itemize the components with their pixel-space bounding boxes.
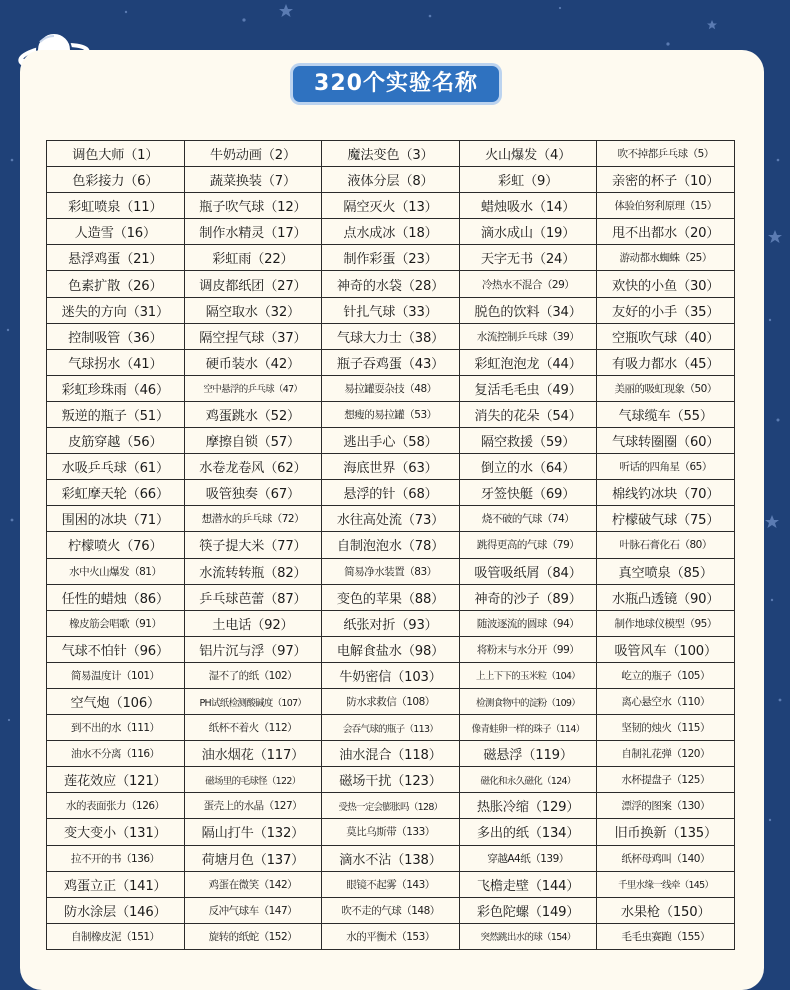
experiment-cell: 消失的花朵（54）: [459, 401, 597, 427]
experiment-cell: 围困的冰块（71）: [47, 506, 185, 532]
experiment-cell: 变色的苹果（88）: [322, 584, 460, 610]
experiment-cell: 叶脉石膏化石（80）: [597, 532, 735, 558]
experiment-cell: 硬币装水（42）: [184, 349, 322, 375]
experiment-cell: 彩虹喷泉（11）: [47, 193, 185, 219]
experiment-cell: 突然跳出水的球（154）: [459, 923, 597, 949]
experiment-cell: 想瘦的易拉罐（53）: [322, 401, 460, 427]
experiment-cell: 油水烟花（117）: [184, 741, 322, 767]
table-row: [47, 636, 735, 662]
experiment-cell: 飞檐走壁（144）: [459, 871, 597, 897]
experiment-cell: 针扎气球（33）: [322, 297, 460, 323]
experiment-cell: 随波逐流的圆球（94）: [459, 610, 597, 636]
experiment-cell: 防水涂层（146）: [47, 897, 185, 923]
experiment-cell: 水中火山爆发（81）: [47, 558, 185, 584]
experiment-cell: 海底世界（63）: [322, 454, 460, 480]
experiment-cell: 土电话（92）: [184, 610, 322, 636]
experiment-cell: 自制泡泡水（78）: [322, 532, 460, 558]
experiment-cell: 吸管吸纸屑（84）: [459, 558, 597, 584]
experiment-cell: 筷子提大米（77）: [184, 532, 322, 558]
experiment-cell: 磁场里的毛球怪（122）: [184, 767, 322, 793]
table-row: [47, 819, 735, 845]
experiment-cell: 自制礼花弹（120）: [597, 741, 735, 767]
experiment-cell: 千里水缘一线牵（145）: [597, 871, 735, 897]
experiment-cell: 制作彩蛋（23）: [322, 245, 460, 271]
table-row: [47, 167, 735, 193]
experiment-cell: 想潜水的乒乓球（72）: [184, 506, 322, 532]
experiment-cell: 彩虹珍珠雨（46）: [47, 375, 185, 401]
table-row: [47, 688, 735, 714]
table-row: [47, 506, 735, 532]
experiment-cell: 到不出的水（111）: [47, 715, 185, 741]
experiment-cell: 制作地球仪模型（95）: [597, 610, 735, 636]
page-title: 320个实验名称: [293, 66, 499, 102]
experiment-cell: 空瓶吹气球（40）: [597, 323, 735, 349]
experiment-cell: 牙签快艇（69）: [459, 480, 597, 506]
experiment-cell: 磁悬浮（119）: [459, 741, 597, 767]
experiment-cell: 旋转的纸蛇（152）: [184, 923, 322, 949]
experiment-cell: 易拉罐耍杂技（48）: [322, 375, 460, 401]
experiment-cell: 鸡蛋立正（141）: [47, 871, 185, 897]
experiment-cell: 橡皮筋会唱歌（91）: [47, 610, 185, 636]
experiment-cell: 水往高处流（73）: [322, 506, 460, 532]
table-row: [47, 375, 735, 401]
experiment-cell: 乒乓球芭蕾（87）: [184, 584, 322, 610]
table-row: [47, 297, 735, 323]
experiment-cell: 拉不开的书（136）: [47, 845, 185, 871]
experiment-cell: 检测食物中的淀粉（109）: [459, 688, 597, 714]
table-row: [47, 897, 735, 923]
experiment-cell: 旧币换新（135）: [597, 819, 735, 845]
table-row: [47, 401, 735, 427]
experiment-cell: 甩不出都水（20）: [597, 219, 735, 245]
experiment-cell: 简易净水装置（83）: [322, 558, 460, 584]
experiment-cell: 空气炮（106）: [47, 688, 185, 714]
table-row: [47, 584, 735, 610]
experiment-cell: 液体分层（8）: [322, 167, 460, 193]
experiment-cell: 体验伯努利原理（15）: [597, 193, 735, 219]
experiment-cell: 点水成冰（18）: [322, 219, 460, 245]
experiment-cell: 瓶子吹气球（12）: [184, 193, 322, 219]
experiment-cell: 水的表面张力（126）: [47, 793, 185, 819]
experiment-cell: 制作水精灵（17）: [184, 219, 322, 245]
experiment-cell: 鸡蛋跳水（52）: [184, 401, 322, 427]
experiment-cell: 将粉末与水分开（99）: [459, 636, 597, 662]
experiment-cell: 水瓶凸透镜（90）: [597, 584, 735, 610]
experiment-cell: 漂浮的图案（130）: [597, 793, 735, 819]
experiment-cell: 多出的纸（134）: [459, 819, 597, 845]
experiment-cell: 会吞气球的瓶子（113）: [322, 715, 460, 741]
table-row: [47, 610, 735, 636]
experiment-cell: 纸杯母鸡叫（140）: [597, 845, 735, 871]
experiment-cell: 滴水不沾（138）: [322, 845, 460, 871]
star-icon: [765, 515, 779, 528]
experiment-cell: 毛毛虫赛跑（155）: [597, 923, 735, 949]
experiment-cell: 气球缆车（55）: [597, 401, 735, 427]
experiment-cell: 蔬菜换装（7）: [184, 167, 322, 193]
experiment-cell: 水吸乒乓球（61）: [47, 454, 185, 480]
experiment-cell: 反冲气球车（147）: [184, 897, 322, 923]
table-row: [47, 245, 735, 271]
table-row: [47, 532, 735, 558]
star-icon: [279, 4, 293, 17]
experiment-cell: 屹立的瓶子（105）: [597, 662, 735, 688]
experiment-cell: 水的平衡术（153）: [322, 923, 460, 949]
experiment-cell: 坚韧的烛火（115）: [597, 715, 735, 741]
experiment-cell: 烧不破的气球（74）: [459, 506, 597, 532]
experiment-cell: 色素扩散（26）: [47, 271, 185, 297]
experiment-cell: 油水不分离（116）: [47, 741, 185, 767]
experiment-cell: 控制吸管（36）: [47, 323, 185, 349]
experiment-cell: 吹不掉都乒乓球（5）: [597, 141, 735, 167]
experiment-cell: 气球不怕针（96）: [47, 636, 185, 662]
experiment-cell: 彩虹雨（22）: [184, 245, 322, 271]
experiment-cell: 跳得更高的气球（79）: [459, 532, 597, 558]
experiment-cell: 鸡蛋在微笑（142）: [184, 871, 322, 897]
table-row: [47, 480, 735, 506]
experiment-cell: 受热一定会膨胀吗（128）: [322, 793, 460, 819]
experiment-cell: 隔空取水（32）: [184, 297, 322, 323]
experiment-cell: 自制橡皮泥（151）: [47, 923, 185, 949]
experiment-cell: 磁化和永久磁化（124）: [459, 767, 597, 793]
experiment-table: [46, 140, 735, 950]
table-row: [47, 271, 735, 297]
table-row: [47, 323, 735, 349]
experiment-cell: 叛逆的瓶子（51）: [47, 401, 185, 427]
experiment-cell: 空中悬浮的乒乓球（47）: [184, 375, 322, 401]
experiment-cell: 倒立的水（64）: [459, 454, 597, 480]
experiment-cell: 逃出手心（58）: [322, 428, 460, 454]
experiment-cell: 柠檬破气球（75）: [597, 506, 735, 532]
table-row: [47, 454, 735, 480]
experiment-cell: 牛奶密信（103）: [322, 662, 460, 688]
experiment-cell: 彩虹摩天轮（66）: [47, 480, 185, 506]
experiment-cell: 上上下下的玉米粒（104）: [459, 662, 597, 688]
experiment-cell: 亲密的杯子（10）: [597, 167, 735, 193]
experiment-cell: 魔法变色（3）: [322, 141, 460, 167]
experiment-cell: 离心悬空水（110）: [597, 688, 735, 714]
experiment-cell: 皮筋穿越（56）: [47, 428, 185, 454]
experiment-cell: 美丽的吸虹现象（50）: [597, 375, 735, 401]
table-row: [47, 349, 735, 375]
experiment-cell: 隔空捏气球（37）: [184, 323, 322, 349]
experiment-cell: 彩色陀螺（149）: [459, 897, 597, 923]
experiment-cell: 牛奶动画（2）: [184, 141, 322, 167]
experiment-cell: 穿越A4纸（139）: [459, 845, 597, 871]
table-row: [47, 741, 735, 767]
experiment-cell: 调皮都纸团（27）: [184, 271, 322, 297]
experiment-cell: 荷塘月色（137）: [184, 845, 322, 871]
experiment-cell: 有吸力都水（45）: [597, 349, 735, 375]
experiment-cell: 柠檬喷火（76）: [47, 532, 185, 558]
table-row: [47, 193, 735, 219]
experiment-cell: 气球转圈圈（60）: [597, 428, 735, 454]
experiment-cell: 水卷龙卷风（62）: [184, 454, 322, 480]
experiment-cell: 游动都水蜘蛛（25）: [597, 245, 735, 271]
experiment-cell: 水杯提盘子（125）: [597, 767, 735, 793]
experiment-cell: 欢快的小鱼（30）: [597, 271, 735, 297]
table-row: [47, 793, 735, 819]
table-row: [47, 715, 735, 741]
experiment-cell: 眼镜不起雾（143）: [322, 871, 460, 897]
table-row: [47, 662, 735, 688]
star-icon: [707, 20, 717, 29]
experiment-cell: 防水求救信（108）: [322, 688, 460, 714]
experiment-cell: 天字无书（24）: [459, 245, 597, 271]
experiment-cell: 油水混合（118）: [322, 741, 460, 767]
experiment-cell: 彩虹泡泡龙（44）: [459, 349, 597, 375]
experiment-cell: PH试纸检测酸碱度（107）: [184, 688, 322, 714]
experiment-cell: 复活毛毛虫（49）: [459, 375, 597, 401]
experiment-cell: 水流转转瓶（82）: [184, 558, 322, 584]
experiment-cell: 气球拐水（41）: [47, 349, 185, 375]
experiment-cell: 吹不走的气球（148）: [322, 897, 460, 923]
table-row: [47, 871, 735, 897]
experiment-cell: 神奇的沙子（89）: [459, 584, 597, 610]
experiment-cell: 友好的小手（35）: [597, 297, 735, 323]
experiment-cell: 人造雪（16）: [47, 219, 185, 245]
experiment-cell: 简易温度计（101）: [47, 662, 185, 688]
experiment-cell: 瓶子吞鸡蛋（43）: [322, 349, 460, 375]
experiment-cell: 悬浮的针（68）: [322, 480, 460, 506]
experiment-cell: 滴水成山（19）: [459, 219, 597, 245]
experiment-cell: 电解食盐水（98）: [322, 636, 460, 662]
experiment-cell: 听话的四角星（65）: [597, 454, 735, 480]
experiment-cell: 彩虹（9）: [459, 167, 597, 193]
table-row: [47, 428, 735, 454]
experiment-cell: 棉线钓冰块（70）: [597, 480, 735, 506]
experiment-cell: 隔空救援（59）: [459, 428, 597, 454]
experiment-cell: 真空喷泉（85）: [597, 558, 735, 584]
experiment-cell: 莫比乌斯带（133）: [322, 819, 460, 845]
table-row: [47, 767, 735, 793]
experiment-cell: 铝片沉与浮（97）: [184, 636, 322, 662]
experiment-cell: 隔山打牛（132）: [184, 819, 322, 845]
experiment-cell: 迷失的方向（31）: [47, 297, 185, 323]
table-row: [47, 141, 735, 167]
experiment-cell: 调色大师（1）: [47, 141, 185, 167]
experiment-cell: 像青蛙卵一样的珠子（114）: [459, 715, 597, 741]
experiment-cell: 莲花效应（121）: [47, 767, 185, 793]
experiment-cell: 气球大力士（38）: [322, 323, 460, 349]
experiment-cell: 摩擦自锁（57）: [184, 428, 322, 454]
experiment-cell: 吸管风车（100）: [597, 636, 735, 662]
experiment-cell: 磁场干扰（123）: [322, 767, 460, 793]
experiment-cell: 纸张对折（93）: [322, 610, 460, 636]
table-row: [47, 558, 735, 584]
table-row: [47, 219, 735, 245]
experiment-cell: 水果枪（150）: [597, 897, 735, 923]
table-row: [47, 845, 735, 871]
experiment-cell: 纸杯不着火（112）: [184, 715, 322, 741]
experiment-cell: 吸管独奏（67）: [184, 480, 322, 506]
experiment-cell: 水流控制乒乓球（39）: [459, 323, 597, 349]
experiment-cell: 火山爆发（4）: [459, 141, 597, 167]
experiment-cell: 色彩接力（6）: [47, 167, 185, 193]
experiment-cell: 脱色的饮料（34）: [459, 297, 597, 323]
experiment-cell: 蜡烛吸水（14）: [459, 193, 597, 219]
experiment-cell: 任性的蜡烛（86）: [47, 584, 185, 610]
experiment-cell: 湿不了的纸（102）: [184, 662, 322, 688]
experiment-cell: 神奇的水袋（28）: [322, 271, 460, 297]
star-icon: [768, 230, 782, 243]
experiment-cell: 变大变小（131）: [47, 819, 185, 845]
experiment-cell: 悬浮鸡蛋（21）: [47, 245, 185, 271]
experiment-cell: 冷热水不混合（29）: [459, 271, 597, 297]
table-row: [47, 923, 735, 949]
experiment-cell: 隔空灭火（13）: [322, 193, 460, 219]
experiment-cell: 热胀冷缩（129）: [459, 793, 597, 819]
experiment-cell: 蛋壳上的水晶（127）: [184, 793, 322, 819]
